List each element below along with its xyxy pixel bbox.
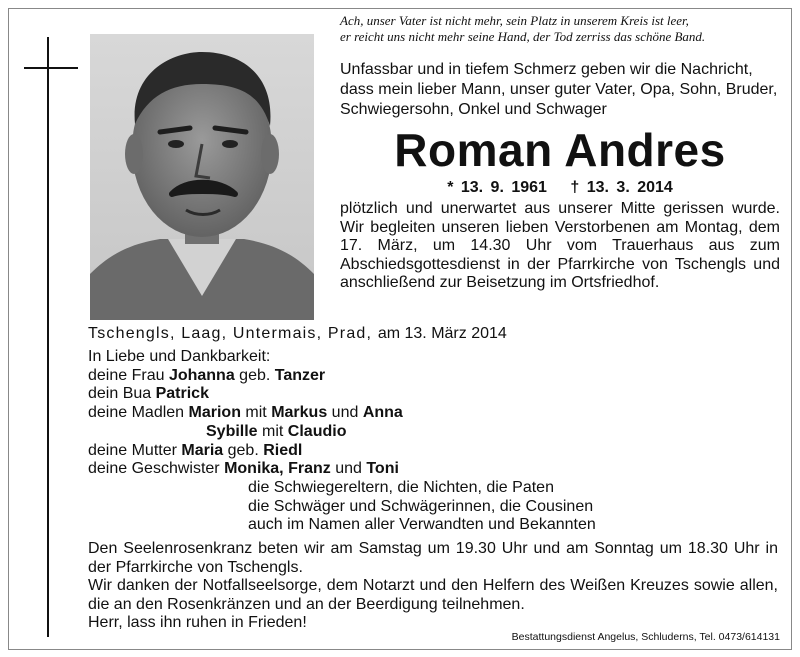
mourner-son: dein Bua Patrick bbox=[88, 385, 209, 403]
cross-bar bbox=[24, 67, 78, 69]
death-date: † 13. 3. 2014 bbox=[570, 179, 673, 196]
place-and-date bbox=[88, 324, 688, 344]
mourner-siblings: deine Geschwister Monika, Franz und Toni bbox=[88, 460, 399, 478]
life-dates bbox=[340, 178, 780, 198]
places: Tschengls, Laag, Untermais, Prad, bbox=[88, 325, 373, 342]
rosary-notice: Den Seelenrosenkranz beten wir am Samstag um 19.30 Uhr und am Sonntag um 18.30 Uhr in der Pfarrkirche von Tschengls. bbox=[88, 540, 778, 576]
funeral-home-credit: Bestattungsdienst Angelus, Schluderns, Tel. 0473/614131 bbox=[511, 631, 780, 643]
mourner-daughter-2: Sybille mit Claudio bbox=[206, 422, 347, 440]
mourner-daughters: deine Madlen Marion mit Markus und Anna bbox=[88, 404, 403, 422]
closing-prayer: Herr, lass ihn ruhen in Frieden! bbox=[88, 614, 307, 632]
mourner-inlaws: die Schwiegereltern, die Nichten, die Paten bbox=[248, 478, 554, 496]
memorial-quote bbox=[340, 13, 780, 45]
announcement-date: am 13. März 2014 bbox=[377, 325, 507, 342]
quote-line: er reicht uns nicht mehr seine Hand, der Tod zerriss das schöne Band. bbox=[340, 29, 706, 44]
mourner-brothers-in-law: die Schwäger und Schwägerinnen, die Cousinen bbox=[248, 497, 594, 515]
cross-icon bbox=[47, 37, 49, 637]
mourners-opening: In Liebe und Dankbarkeit: bbox=[88, 348, 271, 365]
mourner-mother: deine Mutter Maria geb. Riedl bbox=[88, 441, 303, 459]
closing-text bbox=[88, 540, 778, 633]
funeral-announcement: plötzlich und unerwartet aus unserer Mitte gerissen wurde. Wir begleiten unseren lieben Verstorbenen am Montag, dem 17. März, um 14.30 Uhr vom Trauerhaus aus zum Abschiedsgottesdienst in der Pfarrkirche von Tschengls und anschließend zur Beisetzung im Ortsfriedhof. bbox=[340, 200, 780, 292]
deceased-name: Roman Andres bbox=[394, 124, 726, 176]
portrait-photo bbox=[90, 34, 314, 320]
mourner-wife: deine Frau Johanna geb. Tanzer bbox=[88, 366, 326, 384]
thanks-notice: Wir danken der Notfallseelsorge, dem Notarzt und den Helfern des Weißen Kreuzes sowie allen, die an den Rosenkränzen und an der Beerdigung teilnehmen. bbox=[88, 577, 778, 613]
mourner-relatives: auch im Namen aller Verwandten und Bekannten bbox=[248, 516, 596, 534]
intro-text: Unfassbar und in tiefem Schmerz geben wir die Nachricht, dass mein lieber Mann, unser guter Vater, Opa, Sohn, Bruder, Schwiegersohn, Onkel und Schwager bbox=[340, 61, 778, 118]
mourners-list bbox=[88, 348, 738, 535]
quote-line: Ach, unser Vater ist nicht mehr, sein Platz in unserem Kreis ist leer, bbox=[340, 13, 689, 28]
birth-date: * 13. 9. 1961 bbox=[447, 179, 547, 196]
